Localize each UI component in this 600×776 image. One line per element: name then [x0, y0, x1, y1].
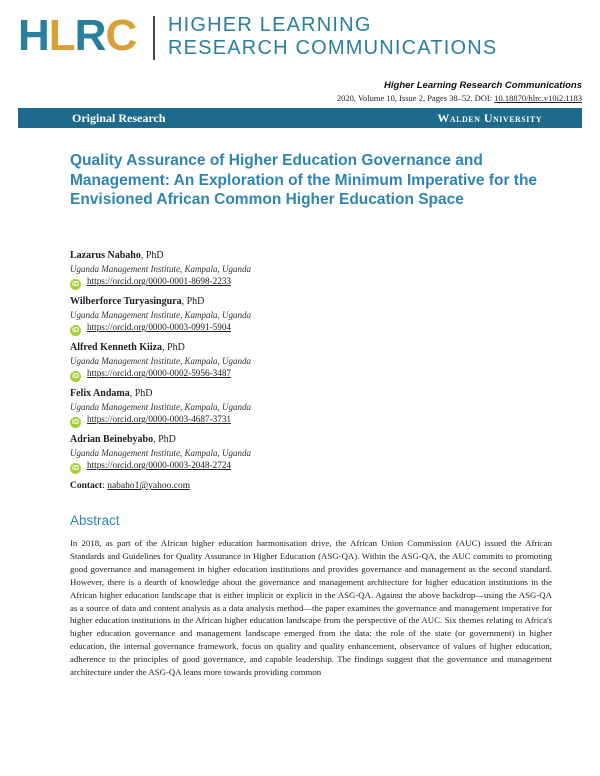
author-orcid: [70, 368, 231, 382]
author-affiliation: Uganda Management Institute, Kampala, Uganda: [70, 448, 251, 458]
article-title: Quality Assurance of Higher Education Governance and Management: An Exploration of the Minimum Imperative for the Envisioned African Common Higher Education Space: [70, 152, 538, 208]
orcid-icon: iD: [72, 281, 79, 288]
orcid-link[interactable]: https://orcid.org/0000-0001-8698-2233: [87, 276, 232, 286]
orcid-icon: iD: [72, 327, 79, 334]
journal-citation: [337, 93, 582, 103]
abstract-heading: Abstract: [70, 513, 120, 528]
author-affiliation: Uganda Management Institute, Kampala, Uganda: [70, 356, 251, 366]
orcid-icon: iD: [72, 465, 79, 472]
publisher-logo: Walden University: [437, 111, 542, 125]
article-type-label: Original Research: [72, 111, 166, 125]
author-affiliation: Uganda Management Institute, Kampala, Uganda: [70, 402, 251, 412]
journal-logo: [18, 11, 137, 60]
author-degree: , PhD: [140, 250, 164, 261]
citation-text: 2020, Volume 10, Issue 2, Pages 38–52. DOI:: [336, 93, 495, 103]
author-name-text: Adrian Beinebyabo: [70, 434, 154, 445]
author-name-text: Wilberforce Turyasingura: [70, 296, 182, 307]
author-name-text: Felix Andama: [70, 388, 130, 399]
logo-letter-r: R: [74, 11, 106, 60]
author-name: [70, 250, 164, 261]
author-affiliation: Uganda Management Institute, Kampala, Uganda: [70, 264, 251, 274]
logo-letter-l: L: [48, 11, 75, 60]
author-degree: , PhD: [153, 434, 176, 445]
author-name: [70, 342, 185, 353]
orcid-link[interactable]: https://orcid.org/0000-0003-4687-3731: [87, 414, 232, 424]
author-name: [70, 296, 204, 307]
author-degree: , PhD: [181, 296, 205, 307]
orcid-link[interactable]: https://orcid.org/0000-0003-2048-2724: [87, 460, 232, 470]
orcid-link[interactable]: https://orcid.org/0000-0002-5956-3487: [87, 368, 232, 378]
orcid-icon: iD: [72, 373, 79, 380]
logo-wordmark: [168, 14, 497, 60]
doi-link[interactable]: 10.18870/hlrc.v10i2.1183: [494, 93, 582, 103]
author-name: [70, 388, 153, 399]
author-orcid: [70, 322, 231, 336]
author-name: [70, 434, 176, 445]
orcid-link[interactable]: https://orcid.org/0000-0003-0991-5904: [87, 322, 232, 332]
journal-name: Higher Learning Research Communications: [384, 80, 582, 91]
author-degree: , PhD: [162, 342, 185, 353]
author-degree: , PhD: [129, 388, 153, 399]
logo-letter-c: C: [105, 11, 137, 60]
author-orcid: [70, 276, 231, 290]
logo-divider: [153, 16, 155, 60]
logo-line-1: HIGHER LEARNING: [168, 14, 372, 36]
abstract-text: In 2018, as part of the African higher education harmonisation drive, the African Union Commission (AUC) issued the African Standards and Guidelines for Quality Assurance in Higher Education (ASG-QA). Within the ASG-QA, the AUC commits to promoting good governance and management in higher education institutions and provides governance and management as the second standard. However, there is a dearth of knowledge about the governance and management architecture for higher education institutions in the African higher education landscape that is either implicit or explicit in the ASG-QA. Against the above backdrop—using the ASG-QA as a source of data and content analysis as a data analysis method—the paper examines the governance and management imperative for higher education institutions in the African higher education landscape from the perspective of the AUC. Six themes relating to Africa's higher education governance and management landscape emerged from the data: the role of the state (or government) in higher education, the internal governance framework, focus on quality and quality enhancement, observance of values of higher education, adherence to the principles of good governance, and capable leadership. The findings suggest that the governance and management architecture under the ASG-QA leans more towards providing common: [70, 538, 552, 678]
orcid-icon: iD: [72, 419, 79, 426]
author-name-text: Alfred Kenneth Kiiza: [70, 342, 163, 353]
logo-letter-h: H: [18, 11, 49, 60]
author-name-text: Lazarus Nabaho: [70, 250, 141, 261]
author-affiliation: Uganda Management Institute, Kampala, Uganda: [70, 310, 251, 320]
contact-label: Contact: [70, 481, 103, 491]
author-orcid: [70, 460, 231, 474]
logo-line-2: RESEARCH COMMUNICATIONS: [168, 37, 498, 59]
author-orcid: [70, 414, 231, 428]
contact-separator: :: [102, 481, 108, 491]
contact-line: [70, 481, 190, 491]
contact-email-link[interactable]: nabaho1@yahoo.com: [107, 481, 191, 491]
